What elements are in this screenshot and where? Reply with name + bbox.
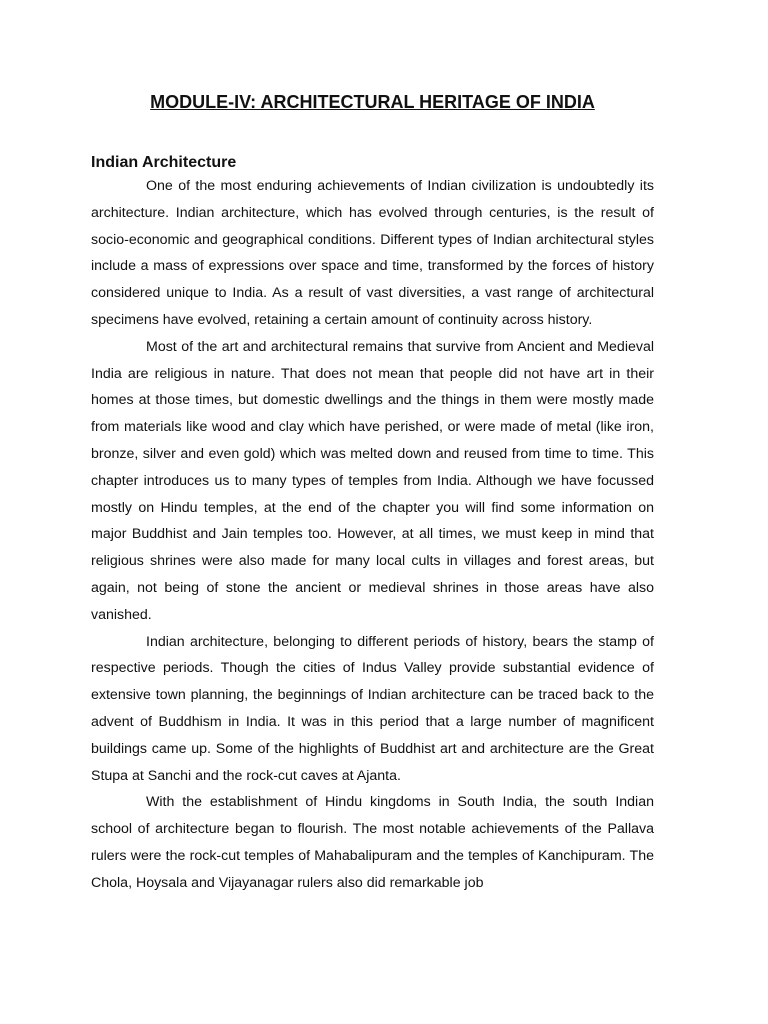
section-heading: Indian Architecture [91,154,237,171]
paragraph-2: Most of the art and architectural remains that survive from Ancient and Medieval India are religious in nature. That does not mean that people did not have art in their homes at those times, but domestic dwellings and the things in them were mostly made from materials like wood and clay which have perished, or were made of metal (like iron, bronze, silver and even gold) which was melted down and reused from time to time. This chapter introduces us to many types of temples from India. Although we have focussed mostly on Hindu temples, at the end of the chapter you will find some information on major Buddhist and Jain temples too. However, at all times, we must keep in mind that religious shrines were also made for many local cults in villages and forest areas, but again, not being of stone the ancient or medieval shrines in those areas have also vanished. [91,338,654,623]
paragraph-4: With the establishment of Hindu kingdoms in South India, the south Indian school of architecture began to flourish. The most notable achievements of the Pallava rulers were the rock-cut temples of Mahabalipuram and the temples of Kanchipuram. The Chola, Hoysala and Vijayanagar rulers also did remarkable job [91,794,654,891]
paragraph-3: Indian architecture, belonging to different periods of history, bears the stamp of respective periods. Though the cities of Indus Valley provide substantial evidence of extensive town planning, the beginnings of Indian architecture can be traced back to the advent of Buddhism in India. It was in this period that a large number of magnificent buildings came up. Some of the highlights of Buddhist art and architecture are the Great Stupa at Sanchi and the rock-cut caves at Ajanta. [91,633,654,784]
page-title: MODULE-IV: ARCHITECTURAL HERITAGE OF INDIA [150,92,595,112]
body-text [91,173,654,897]
paragraph-1: One of the most enduring achievements of Indian civilization is undoubtedly its architecture. Indian architecture, which has evolved through centuries, is the result of socio-economic and geographical conditions. Different types of Indian architectural styles include a mass of expressions over space and time, transformed by the forces of history considered unique to India. As a result of vast diversities, a vast range of architectural specimens have evolved, retaining a certain amount of continuity across history. [91,178,654,328]
